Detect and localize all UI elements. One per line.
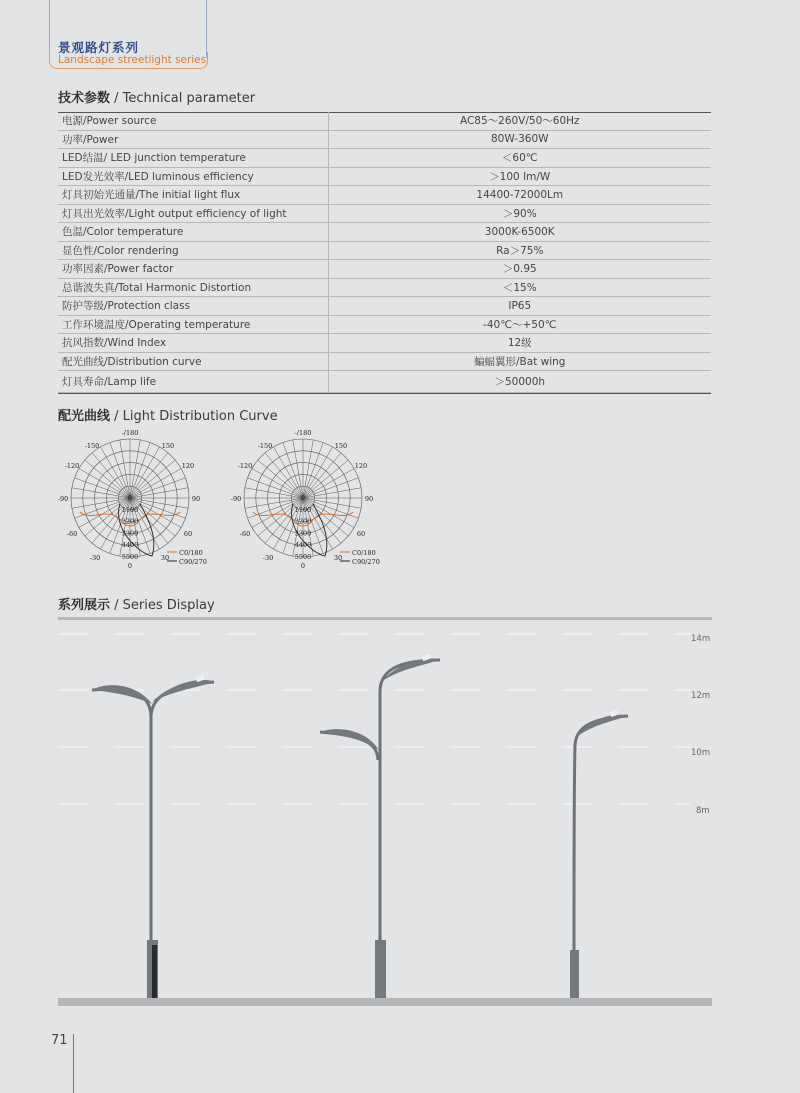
param-label: 灯具初始光通量/The initial light flux bbox=[58, 186, 328, 205]
polar-angle-label: 150 bbox=[161, 442, 175, 450]
polar-angle-label: -/180 bbox=[121, 429, 139, 437]
param-label: 灯具寿命/Lamp life bbox=[58, 371, 328, 393]
polar-angle-label: -120 bbox=[64, 462, 80, 470]
param-value: 蝙蝠翼形/Bat wing bbox=[328, 352, 711, 371]
param-value: ＞100 Im/W bbox=[328, 167, 711, 186]
polar-angle-label: 150 bbox=[334, 442, 348, 450]
series-title-cn: 系列展示 bbox=[58, 598, 111, 613]
height-label-8m: 8m bbox=[696, 806, 710, 816]
legend-label-c0: C0/180 bbox=[179, 549, 203, 557]
polar-radial-label: 3300 bbox=[121, 529, 139, 538]
polar-angle-label: -90 bbox=[57, 495, 69, 503]
polar-angle-label: -/180 bbox=[294, 429, 312, 437]
param-label: LED结温/ LED junction temperature bbox=[58, 149, 328, 168]
param-label: 功率因素/Power factor bbox=[58, 260, 328, 279]
catalog-title-cn: 景观路灯系列 bbox=[58, 40, 140, 55]
param-label: 工作环境温度/Operating temperature bbox=[58, 315, 328, 334]
polar-angle-label: -90 bbox=[230, 495, 242, 503]
table-row bbox=[58, 260, 711, 279]
param-label: 色温/Color temperature bbox=[58, 223, 328, 242]
polar-radial-label: 1100 bbox=[294, 505, 312, 514]
param-label: 灯具出光效率/Light output efficiency of light bbox=[58, 204, 328, 223]
polar-angle-label: 90 bbox=[191, 495, 201, 503]
tech-section-title bbox=[58, 87, 255, 106]
streetlight-single-10m bbox=[570, 710, 628, 998]
polar-angle-label: 0 bbox=[127, 562, 133, 570]
polar-radial-label: 3300 bbox=[294, 529, 312, 538]
param-value: Ra＞75% bbox=[328, 241, 711, 260]
tech-parameter-table bbox=[58, 112, 711, 393]
polar-angle-label: 120 bbox=[181, 462, 195, 470]
page-number: 71 bbox=[51, 1033, 68, 1048]
param-label: 功率/Power bbox=[58, 130, 328, 149]
param-value: ＜15% bbox=[328, 278, 711, 297]
polar-radial-label: 5500 bbox=[294, 553, 312, 561]
series-title-en: / Series Display bbox=[110, 598, 215, 613]
table-row bbox=[58, 149, 711, 168]
param-value: IP65 bbox=[328, 297, 711, 316]
catalog-title-en: Landscape streetlight series bbox=[58, 54, 207, 66]
table-bottom-rule bbox=[58, 393, 711, 394]
tech-title-cn: 技术参数 bbox=[58, 91, 111, 106]
param-value: AC85～260V/50～60Hz bbox=[328, 112, 711, 130]
polar-radial-label: 5500 bbox=[121, 553, 139, 561]
table-row bbox=[58, 241, 711, 260]
param-value: 3000K-6500K bbox=[328, 223, 711, 242]
page-rule bbox=[73, 1034, 74, 1093]
polar-angle-label: -60 bbox=[66, 530, 78, 538]
polar-radial-label: 1100 bbox=[121, 505, 139, 514]
polar-radial-label: 2200 bbox=[121, 517, 139, 526]
table-row bbox=[58, 371, 711, 393]
polar-angle-label: 30 bbox=[160, 554, 170, 562]
polar-angle-label: 30 bbox=[333, 554, 343, 562]
param-value: ＞0.95 bbox=[328, 260, 711, 279]
polar-chart-1 bbox=[55, 428, 225, 573]
header-rule-left bbox=[49, 0, 50, 58]
polar-angle-label: 90 bbox=[364, 495, 374, 503]
table-row bbox=[58, 315, 711, 334]
param-label: 总谐波失真/Total Harmonic Distortion bbox=[58, 278, 328, 297]
table-row bbox=[58, 167, 711, 186]
legend-label-c90: C90/270 bbox=[352, 558, 380, 566]
param-value: 14400-72000Lm bbox=[328, 186, 711, 205]
param-value: ＜60℃ bbox=[328, 149, 711, 168]
polar-angle-label: 60 bbox=[356, 530, 366, 538]
polar-chart-2 bbox=[228, 428, 398, 573]
polar-angle-label: -150 bbox=[257, 442, 273, 450]
ground-bar bbox=[58, 998, 712, 1006]
polar-angle-label: -120 bbox=[237, 462, 253, 470]
tech-title-en: / Technical parameter bbox=[110, 91, 256, 106]
table-row bbox=[58, 130, 711, 149]
table-row bbox=[58, 112, 711, 130]
legend-label-c0: C0/180 bbox=[352, 549, 376, 557]
polar-angle-label: 120 bbox=[354, 462, 368, 470]
param-label: 显色性/Color rendering bbox=[58, 241, 328, 260]
param-value: 80W-360W bbox=[328, 130, 711, 149]
height-label-14m: 14m bbox=[691, 634, 711, 644]
polar-radial-label: 4400 bbox=[294, 541, 312, 550]
table-row bbox=[58, 186, 711, 205]
param-label: 防护等级/Protection class bbox=[58, 297, 328, 316]
param-value: -40℃～+50℃ bbox=[328, 315, 711, 334]
streetlight-double-14m bbox=[92, 675, 214, 998]
param-value: ＞50000h bbox=[328, 371, 711, 393]
param-label: 抗风指数/Wind Index bbox=[58, 334, 328, 353]
curve-title-cn: 配光曲线 bbox=[58, 409, 111, 424]
height-guides bbox=[58, 634, 690, 804]
param-label: 配光曲线/Distribution curve bbox=[58, 352, 328, 371]
streetlight-double-12m bbox=[320, 654, 440, 998]
polar-angle-label: -60 bbox=[239, 530, 251, 538]
table-row bbox=[58, 204, 711, 223]
polar-angle-label: -150 bbox=[84, 442, 100, 450]
param-value: 12级 bbox=[328, 334, 711, 353]
height-label-10m: 10m bbox=[691, 748, 711, 758]
polar-angle-label: 0 bbox=[300, 562, 306, 570]
header-rule-right bbox=[206, 0, 207, 58]
param-label: LED发光效率/LED luminous efficiency bbox=[58, 167, 328, 186]
series-illustration bbox=[0, 620, 800, 1010]
polar-radial-label: 4400 bbox=[121, 541, 139, 550]
param-label: 电源/Power source bbox=[58, 112, 328, 130]
polar-angle-label: 60 bbox=[183, 530, 193, 538]
polar-radial-label: 0 bbox=[300, 494, 306, 502]
height-label-12m: 12m bbox=[691, 691, 711, 701]
table-row bbox=[58, 297, 711, 316]
polar-angle-label: -30 bbox=[262, 554, 274, 562]
param-value: ＞90% bbox=[328, 204, 711, 223]
curve-title-en: / Light Distribution Curve bbox=[110, 409, 278, 424]
table-row bbox=[58, 223, 711, 242]
legend-label-c90: C90/270 bbox=[179, 558, 207, 566]
table-row bbox=[58, 334, 711, 353]
polar-radial-label: 2200 bbox=[294, 517, 312, 526]
table-row bbox=[58, 352, 711, 371]
curve-section-title bbox=[58, 405, 278, 424]
polar-angle-label: -30 bbox=[89, 554, 101, 562]
series-section-title bbox=[58, 594, 215, 613]
table-row bbox=[58, 278, 711, 297]
polar-radial-label: 0 bbox=[127, 494, 133, 502]
